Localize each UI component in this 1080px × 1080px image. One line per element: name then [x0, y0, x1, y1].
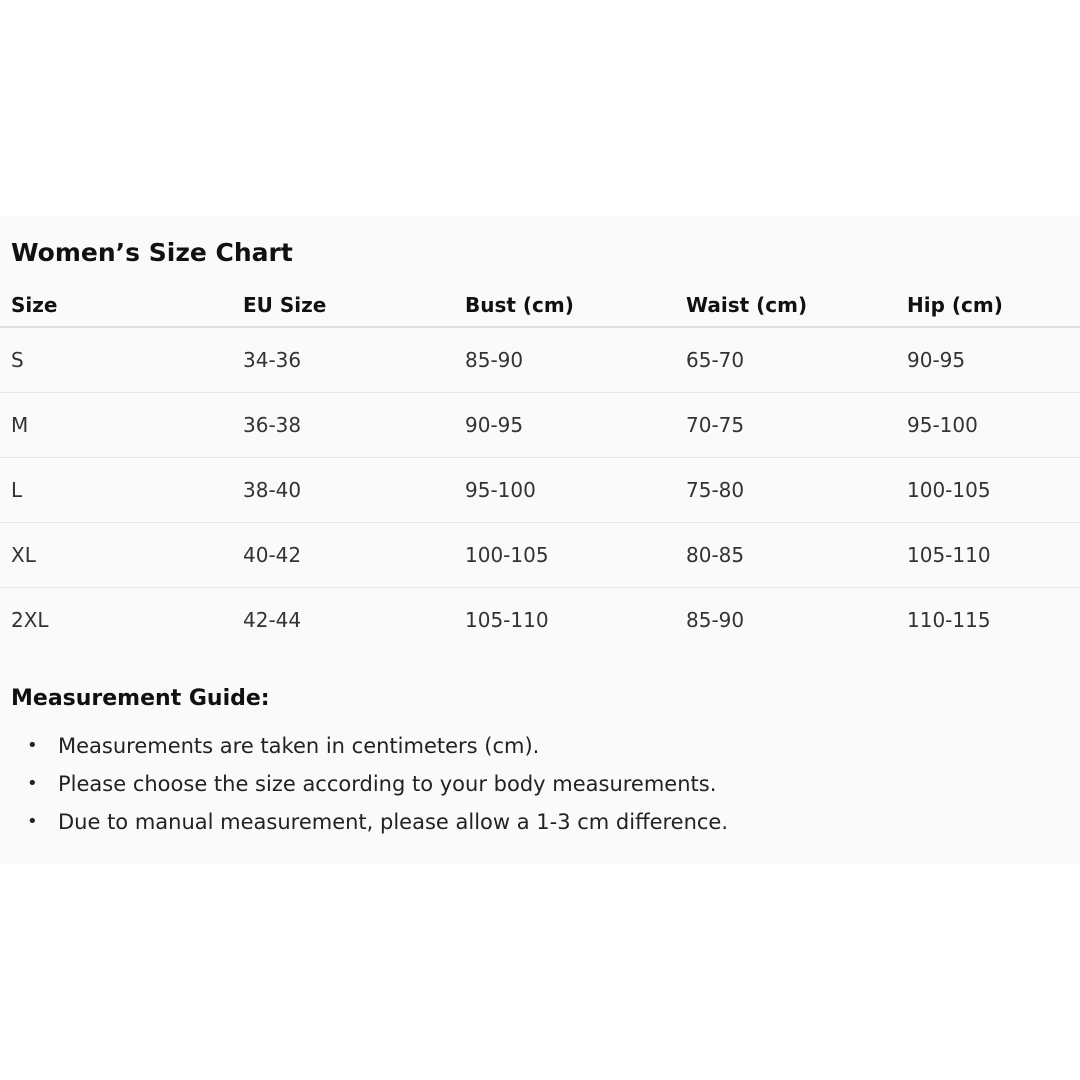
column-header-hip: Hip (cm) [907, 293, 1003, 317]
cell-size: 2XL [11, 608, 49, 632]
guide-item-text: Measurements are taken in centimeters (cm). [58, 734, 540, 758]
cell-waist: 75-80 [686, 478, 745, 502]
cell-waist: 70-75 [686, 413, 745, 437]
table-row [0, 458, 1080, 523]
table-row [0, 393, 1080, 458]
cell-size: M [11, 413, 29, 437]
table-header-row [0, 282, 1080, 328]
cell-bust: 90-95 [465, 413, 524, 437]
bullet-icon: • [27, 811, 38, 832]
cell-eu-size: 40-42 [243, 543, 302, 567]
bullet-icon: • [27, 773, 38, 794]
cell-hip: 95-100 [907, 413, 978, 437]
bullet-icon: • [27, 735, 38, 756]
guide-item-text: Please choose the size according to your body measurements. [58, 772, 717, 796]
cell-hip: 105-110 [907, 543, 991, 567]
column-header-size: Size [11, 293, 58, 317]
size-table [0, 282, 1080, 653]
cell-waist: 85-90 [686, 608, 745, 632]
table-row [0, 328, 1080, 393]
cell-waist: 80-85 [686, 543, 745, 567]
cell-bust: 95-100 [465, 478, 536, 502]
cell-eu-size: 34-36 [243, 348, 302, 372]
measurement-guide-title: Measurement Guide: [11, 686, 270, 711]
cell-hip: 100-105 [907, 478, 991, 502]
guide-item-text: Due to manual measurement, please allow a 1-3 cm difference. [58, 810, 729, 834]
cell-size: L [11, 478, 23, 502]
cell-eu-size: 42-44 [243, 608, 302, 632]
cell-waist: 65-70 [686, 348, 745, 372]
cell-bust: 85-90 [465, 348, 524, 372]
column-header-eu-size: EU Size [243, 293, 327, 317]
cell-eu-size: 38-40 [243, 478, 302, 502]
table-row [0, 523, 1080, 588]
cell-eu-size: 36-38 [243, 413, 302, 437]
column-header-bust: Bust (cm) [465, 293, 574, 317]
cell-hip: 90-95 [907, 348, 966, 372]
cell-size: XL [11, 543, 36, 567]
column-header-waist: Waist (cm) [686, 293, 808, 317]
cell-size: S [11, 348, 24, 372]
page-title: Women’s Size Chart [11, 238, 293, 267]
cell-hip: 110-115 [907, 608, 991, 632]
cell-bust: 105-110 [465, 608, 549, 632]
cell-bust: 100-105 [465, 543, 549, 567]
table-row [0, 588, 1080, 653]
